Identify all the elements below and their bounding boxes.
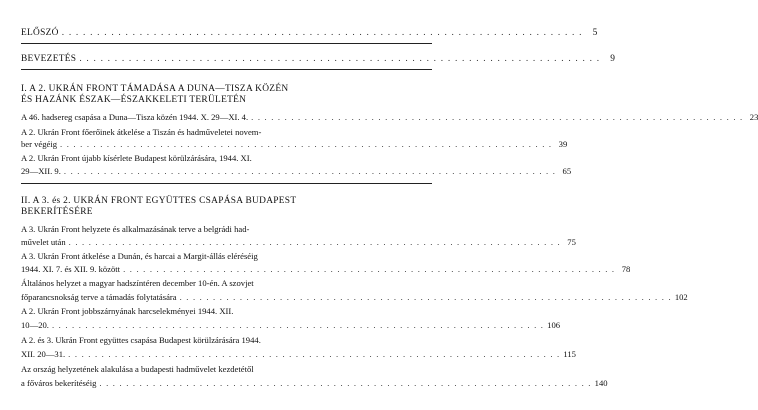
- dot-leader: [69, 237, 561, 247]
- divider: [21, 69, 432, 70]
- toc-entry-introduction: [21, 54, 616, 64]
- toc-entry-title: A 2. Ukrán Front főerőinek átkelése a Tiszán és hadműveletei novem-: [21, 127, 262, 137]
- toc-entry-page: 106: [547, 320, 561, 330]
- dot-leader: [251, 112, 743, 122]
- toc-entry-title-cont: ber végéig: [21, 139, 58, 149]
- toc-entry-title-cont: főparancsnokság terve a támadás folytatására: [21, 292, 177, 302]
- toc-entry: [21, 264, 631, 274]
- toc-entry-page: 23: [749, 112, 758, 122]
- dot-leader: [64, 166, 556, 176]
- toc-entry: [21, 378, 608, 388]
- chapter-1-heading-line-1: I. A 2. UKRÁN FRONT TÁMADÁSA A DUNA—TISZA KÖZÉN: [21, 84, 289, 94]
- toc-entry-title-cont: 10—20.: [21, 320, 49, 330]
- toc-entry-page: 140: [594, 378, 608, 388]
- toc-entry-title: A 3. Ukrán Front helyzete és alkalmazásának terve a belgrádi had-: [21, 224, 250, 234]
- toc-entry-title: A 3. Ukrán Front átkelése a Dunán, és harcai a Margit-állás eléréséig: [21, 251, 258, 261]
- toc-entry: [21, 237, 576, 247]
- chapter-2-heading-line-2: BEKERÍTÉSÉRE: [21, 207, 93, 217]
- dot-leader: [68, 349, 560, 359]
- toc-entry-page: 78: [621, 264, 631, 274]
- divider: [21, 183, 432, 184]
- toc-entry-title-cont: a főváros bekerítéséig: [21, 378, 97, 388]
- toc-entry: [21, 349, 576, 359]
- toc-entry-title-cont: művelet után: [21, 237, 66, 247]
- toc-entry-page: 115: [563, 349, 576, 359]
- toc-entry-title: BEVEZETÉS: [21, 54, 77, 64]
- toc-entry: [21, 112, 758, 122]
- toc-entry: [21, 166, 572, 176]
- toc-entry: [21, 320, 561, 330]
- toc-entry-title: A 46. hadsereg csapása a Duna—Tisza közén 1944. X. 29—XI. 4.: [21, 112, 249, 122]
- toc-entry-title-cont: 1944. XI. 7. és XII. 9. között: [21, 264, 121, 274]
- toc-entry: [21, 139, 568, 149]
- dot-leader: [62, 28, 583, 38]
- toc-entry-page: 9: [610, 54, 616, 64]
- toc-entry-title: A 2. és 3. Ukrán Front együttes csapása Budapest körülzárására 1944.: [21, 335, 261, 345]
- toc-entry-page: 5: [592, 28, 598, 38]
- dot-leader: [52, 320, 544, 330]
- toc-entry-title: A 2. Ukrán Front jobbszárnyának harcselekményei 1944. XII.: [21, 306, 234, 316]
- dot-leader: [79, 54, 600, 64]
- dot-leader: [99, 378, 591, 388]
- toc-entry-page: 75: [567, 237, 576, 247]
- chapter-2-heading-line-1: II. A 3. és 2. UKRÁN FRONT EGYÜTTES CSAPÁSA BUDAPEST: [21, 196, 297, 206]
- chapter-1-heading-line-2: ÉS HAZÁNK ÉSZAK—ÉSZAKKELETI TERÜLETÉN: [21, 95, 247, 105]
- dot-leader: [60, 139, 552, 149]
- toc-entry-title: Az ország helyzetének alakulása a budapesti hadművelet kezdetétől: [21, 364, 254, 374]
- toc-entry-page: 39: [558, 139, 568, 149]
- toc-entry-title: ELŐSZÓ: [21, 28, 59, 38]
- toc-entry-title: Általános helyzet a magyar hadszíntéren december 10-én. A szovjet: [21, 278, 254, 288]
- divider: [21, 43, 432, 44]
- dot-leader: [123, 264, 615, 274]
- toc-entry: [21, 292, 688, 302]
- toc-entry-page: 102: [674, 292, 688, 302]
- toc-entry-title-cont: XII. 20—31.: [21, 349, 66, 359]
- dot-leader: [180, 292, 672, 302]
- toc-entry-foreword: [21, 28, 598, 38]
- toc-entry-title-cont: 29—XII. 9.: [21, 166, 61, 176]
- toc-entry-title: A 2. Ukrán Front újabb kísérlete Budapest körülzárására, 1944. XI.: [21, 153, 252, 163]
- toc-entry-page: 65: [562, 166, 572, 176]
